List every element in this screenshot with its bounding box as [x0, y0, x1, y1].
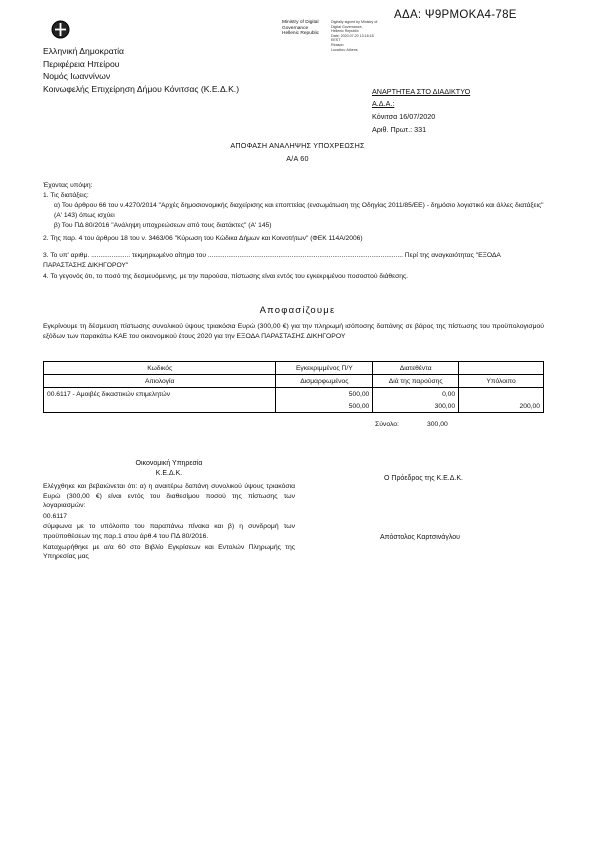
org-line: Νομός Ιωαννίνων [43, 71, 111, 81]
table-header-cell: Αιτιολογία [44, 375, 276, 388]
table-header-cell: Διά της παρούσης [373, 375, 459, 388]
digital-signature-issuer: Ministry of Digital Governance Hellenic Republic [282, 20, 320, 37]
president-title: Ο Πρόεδρος της Κ.Ε.Δ.Κ. [384, 475, 463, 482]
document-title: ΑΠΟΦΑΣΗ ΑΝΑΛΗΨΗΣ ΥΠΟΧΡΕΩΣΗΣ Α/Α 60 [230, 141, 365, 163]
considerations-intro: Έχοντας υπόψη: [43, 182, 93, 189]
table-cell: 500,00 [276, 400, 373, 413]
protocol-number: Αριθ. Πρωτ.: 331 [372, 124, 427, 134]
certification-text: Ελέγχθηκε και βεβαιώνεται ότι: α) η αναιτέρω δαπάνη συνολικού ύψους τριακόσια Ευρώ (300,00 €) είναι εντός του διαθεσίμου ποσού της πίστωσης των λογαριασμών: [43, 483, 295, 510]
consideration-item: 3. Το υπ' αριθμ. ..................... τεκμηριωμένο αίτημα του ......................................................................................................... Περί της αναγκαιότητας "ΕΞΟΔΑ ΠΑΡΑΣΤΑΣΗΣ ΔΙΚΗΓΟΡΟΥ" [43, 252, 501, 269]
digital-signature-details: Digitally signed by Ministry of Digital Governance, Hellenic Republic Date: 2020.07.20 13:18:18 EEST Reason: Location: Athens [331, 20, 378, 52]
place-date: Κόνιτσα 16/07/2020 [372, 112, 436, 121]
org-line: Περιφέρεια Ηπείρου [43, 58, 120, 69]
total-value: 300,00 [427, 421, 448, 428]
consideration-item: 2. Της παρ. 4 του άρθρου 18 του ν. 3463/06 "Κύρωση του Κώδικα Δήμων και Κοινοτήτων" (ΦΕΚ 114Α/2006) [43, 235, 363, 242]
table-header-row [44, 375, 544, 388]
consideration-item: β) Του ΠΔ 80/2016 "Ανάληψη υποχρεώσεων από τους διατάκτες" (Α' 145) [54, 222, 272, 229]
ada-label: Α.Δ.Α.: [372, 99, 395, 108]
table-header-cell: Εγκεκριμμένος Π/Υ [276, 362, 373, 375]
document-meta [372, 111, 435, 136]
table-row [44, 400, 544, 413]
financial-service-title: Οικονομική Υπηρεσία Κ.Ε.Δ.Κ. [135, 460, 203, 477]
certification-text: σύμφωνα με το υπόλοιπο του παραπάνω πίνακα και β) η συνδρομή των προϋποθέσεων της παρ.1 στου άρθ.4 του ΠΔ 80/2016. [43, 523, 295, 540]
ada-number: ΑΔΑ: Ψ9ΡΜΟΚΑ4-78Ε [394, 9, 517, 21]
greek-emblem-icon [51, 19, 70, 40]
table-header-cell: Υπόλοιπο [459, 375, 544, 388]
table-cell [459, 388, 544, 401]
table-cell: 00.6117 - Αμοιβές δικαστικών επιμελητών [44, 388, 276, 401]
organization-block [43, 45, 239, 95]
table-header-cell [459, 362, 544, 375]
table-cell: 200,00 [459, 400, 544, 413]
decision-text: Εγκρίνουμε τη δέσμευση πίστωσης συνολικού ύψους τριακόσια Ευρώ (300,00 €) για την πληρωμή ισόποσης δαπάνης σε βάρος της πίστωσης του προϋπολογισμού εξόδων των παρακάτω ΚΑΕ του οικονομικού έτους 2020 για την ΕΞΟΔΑ ΠΑΡΑΣΤΑΣΗΣ ΔΙΚΗΓΟΡΟΥ [43, 323, 544, 340]
table-header-row [44, 362, 544, 375]
table-row [44, 388, 544, 401]
registration-text: Καταχωρήθηκε με α/α 60 στο Βιβλίο Εγκρίσεων και Εντολών Πληρωμής της Υπηρεσίας μας [43, 543, 295, 561]
table-header-cell: Κωδικός [44, 362, 276, 375]
table-cell: 0,00 [373, 388, 459, 401]
consideration-item: 4. Το γεγονός ότι, το ποσό της δεσμευόμενης, με την παρούσα, πίστωσης είναι εντός του εγκεκριμένου ποσοστού διάθεσης. [43, 273, 409, 280]
table-cell [44, 400, 276, 413]
decision-heading: Αποφασίζουμε [259, 305, 336, 316]
org-line: Κοινωφελής Επιχείρηση Δήμου Κόνιτσας (Κ.Ε.Δ.Κ.) [43, 83, 240, 94]
consideration-item: α) Του άρθρου 66 του ν.4270/2014 "Αρχές δημοσιονομικής διαχείρισης και εποπτείας (ενσωμάτωση της Οδηγίας 2011/85/ΕΕ) - δημόσιο λογιστικό και άλλες διατάξεις" (Α' 143) όπως ισχύει [54, 202, 544, 219]
posting-notice: ΑΝΑΡΤΗΤΕΑ ΣΤΟ ΔΙΑΔΙΚΤΥΟ [372, 87, 471, 96]
budget-table [43, 361, 544, 413]
table-header-cell: Διατεθέντα [373, 362, 459, 375]
consideration-item: 1. Τις διατάξεις: [43, 192, 89, 199]
president-name: Απόστολος Καρτσινάγλου [380, 534, 460, 541]
financial-certification [43, 482, 295, 562]
account-code: 00.6117 [43, 512, 68, 520]
total-label: Σύνολο: [375, 421, 399, 428]
table-header-cell: Δισμαρφωμένος [276, 375, 373, 388]
org-line: Ελληνική Δημοκρατία [43, 46, 124, 56]
table-cell: 500,00 [276, 388, 373, 401]
table-cell: 300,00 [373, 400, 459, 413]
